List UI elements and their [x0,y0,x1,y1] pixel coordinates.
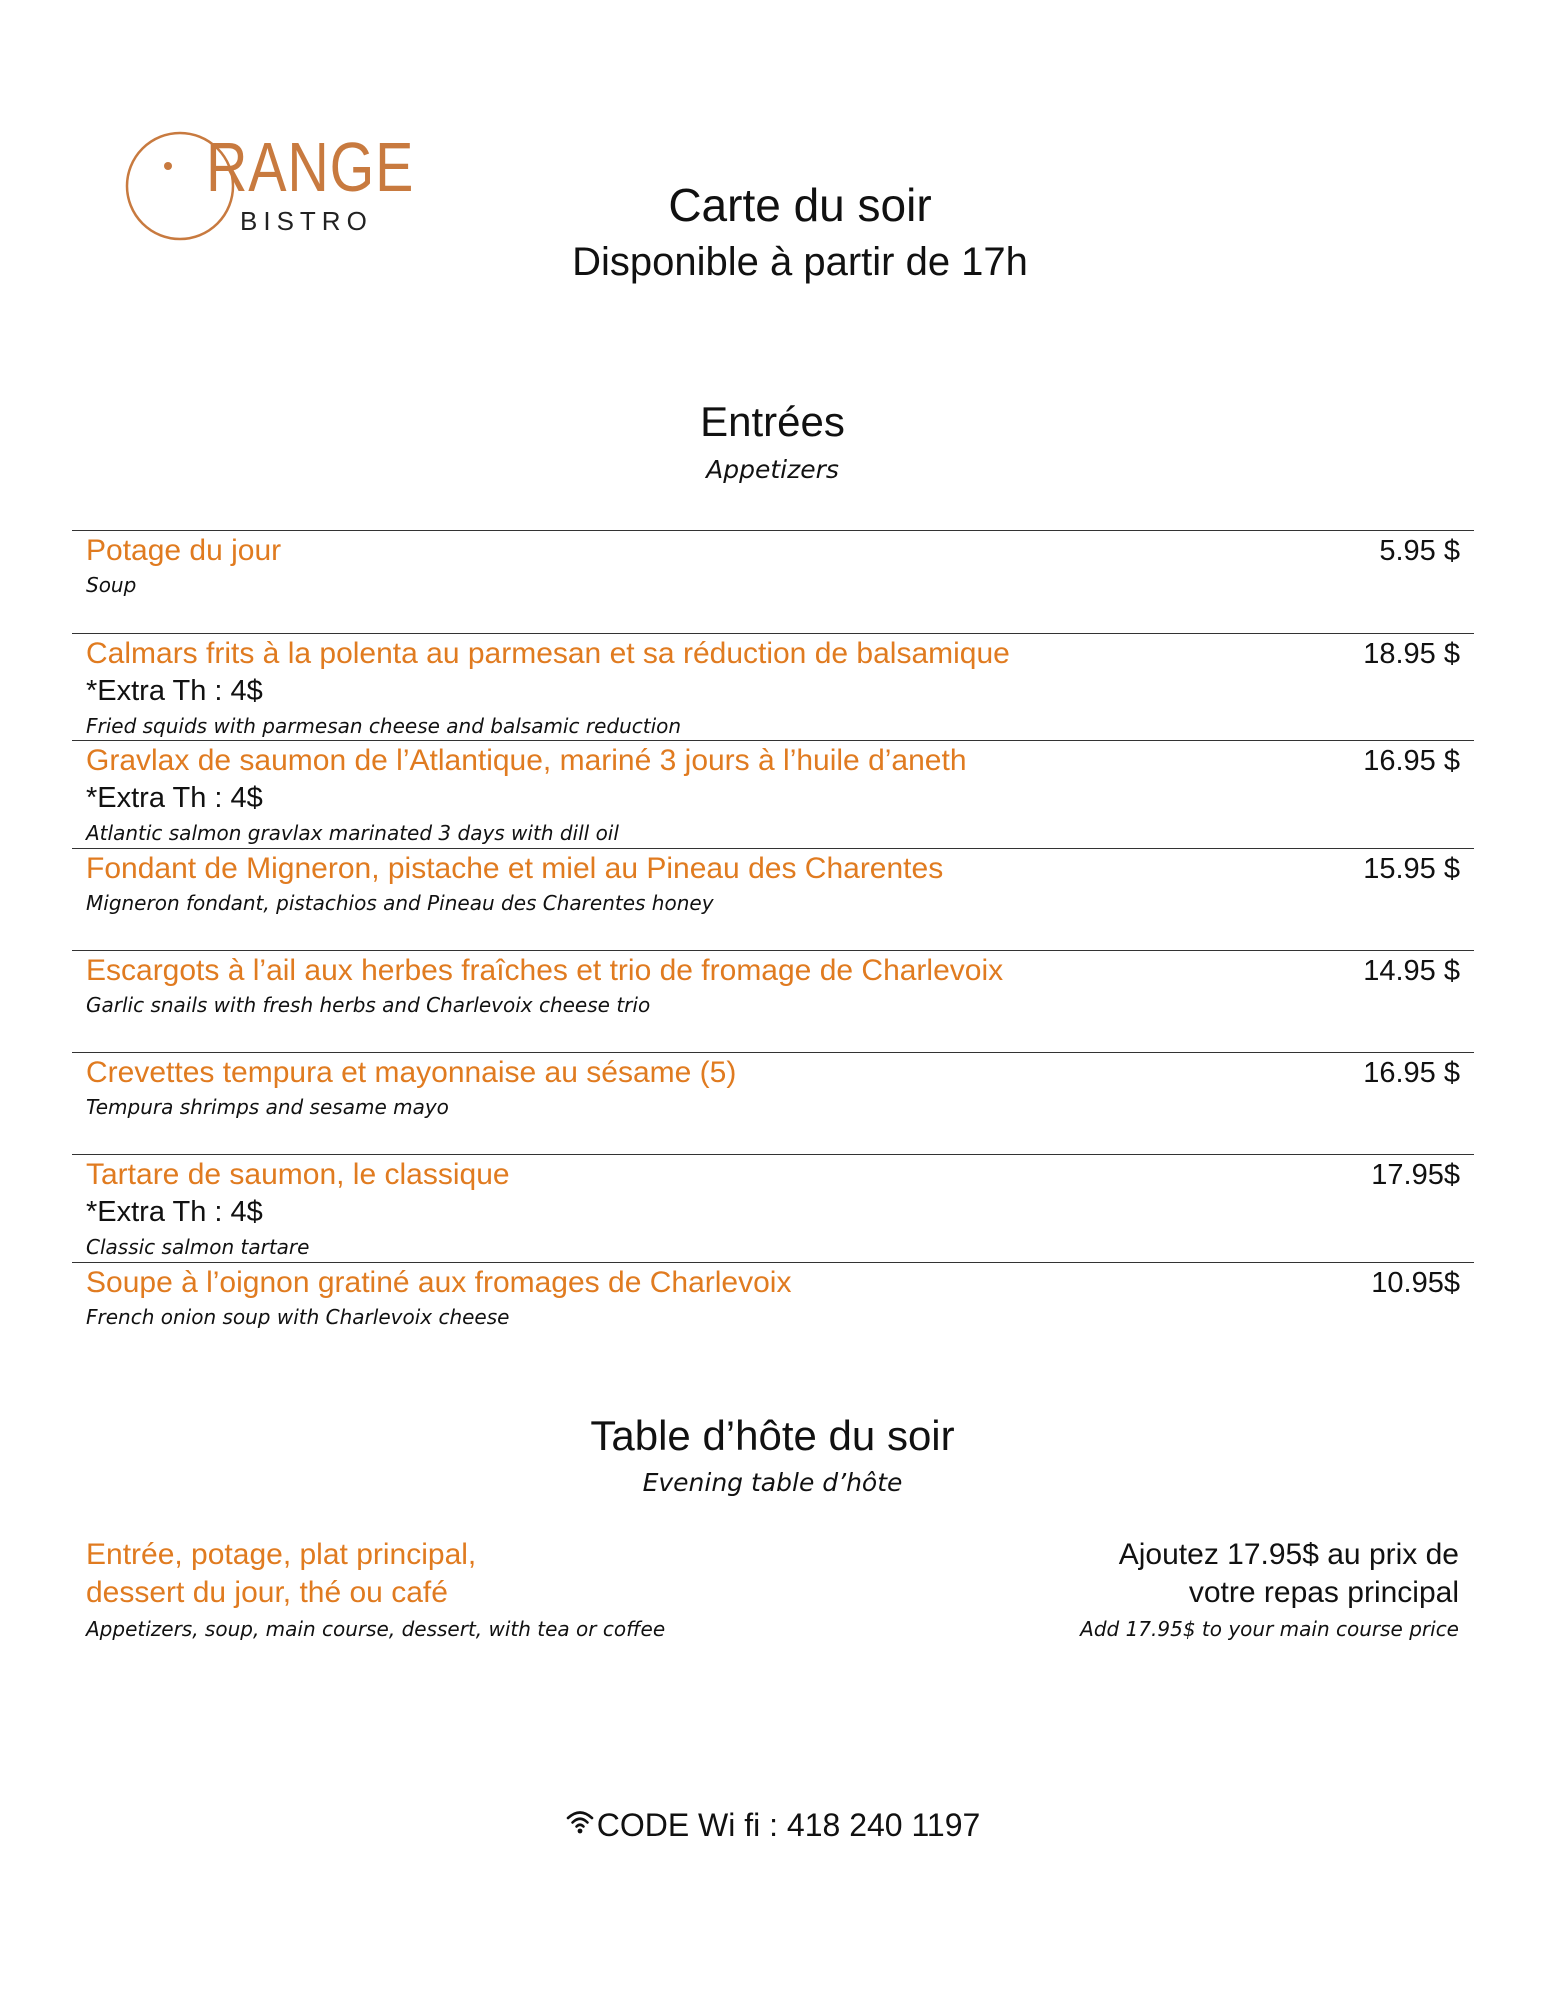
page-title: Carte du soir [668,179,932,231]
item-english: Fried squids with parmesan cheese and balsamic reduction [86,714,682,738]
menu-item [86,636,1460,742]
item-price: 10.95$ [1371,1267,1460,1299]
menu-item [86,743,1460,849]
item-price: 16.95 $ [1363,1057,1460,1089]
divider [72,1154,1474,1155]
item-price: 18.95 $ [1363,638,1460,670]
entrees-subtitle: Appetizers [706,455,839,484]
entrees-title: Entrées [700,398,845,445]
item-name: Soupe à l’oignon gratiné aux fromages de Charlevoix [86,1266,792,1299]
wifi-code [0,1807,1545,1845]
item-english: Migneron fondant, pistachios and Pineau des Charentes honey [86,891,714,915]
logo [122,126,422,246]
divider [72,1052,1474,1053]
wifi-icon [565,1807,595,1845]
item-english: Soup [86,573,137,597]
divider [72,530,1474,531]
item-english: Atlantic salmon gravlax marinated 3 days with dill oil [86,821,619,845]
table-hote-line1: Entrée, potage, plat principal, [86,1538,477,1571]
item-price: 16.95 $ [1363,745,1460,777]
table-hote-pricing [1080,1536,1459,1646]
item-name: Tartare de saumon, le classique [86,1158,510,1191]
table-hote-line2: dessert du jour, thé ou café [86,1576,448,1609]
item-extra: *Extra Th : 4$ [86,675,263,707]
item-price: 5.95 $ [1379,535,1460,567]
menu-item [86,851,1460,919]
item-name: Escargots à l’ail aux herbes fraîches et trio de fromage de Charlevoix [86,954,1004,987]
divider [72,633,1474,634]
item-price: 15.95 $ [1363,853,1460,885]
item-extra: *Extra Th : 4$ [86,1196,263,1228]
table-hote-description [86,1536,665,1646]
table-hote-price-line2: votre repas principal [1188,1576,1459,1609]
wifi-text: CODE Wi fi : 418 240 1197 [596,1807,981,1843]
item-english: Garlic snails with fresh herbs and Charlevoix cheese trio [86,993,651,1017]
menu-item [86,953,1460,1021]
menu-item [86,1055,1460,1123]
table-hote-price-english: Add 17.95$ to your main course price [1080,1617,1459,1641]
item-name: Calmars frits à la polenta au parmesan et sa réduction de balsamique [86,637,1010,670]
item-name: Crevettes tempura et mayonnaise au sésame (5) [86,1056,737,1089]
item-english: Tempura shrimps and sesame mayo [86,1095,449,1119]
item-price: 14.95 $ [1363,955,1460,987]
menu-item [86,533,1460,601]
table-hote-price-line1: Ajoutez 17.95$ au prix de [1118,1538,1459,1571]
item-name: Fondant de Migneron, pistache et miel au Pineau des Charentes [86,852,944,885]
divider [72,950,1474,951]
logo-wordmark: RANGE [206,128,415,206]
page-subtitle: Disponible à partir de 17h [572,240,1028,284]
item-english: Classic salmon tartare [86,1235,310,1259]
menu-item [86,1265,1460,1333]
item-name: Potage du jour [86,534,282,567]
table-hote-title: Table d’hôte du soir [590,1412,955,1459]
logo-subtitle: BISTRO [240,206,373,236]
item-name: Gravlax de saumon de l’Atlantique, mariné 3 jours à l’huile d’aneth [86,744,967,777]
table-hote-english: Appetizers, soup, main course, dessert, with tea or coffee [86,1617,666,1641]
menu-item [86,1157,1460,1263]
item-price: 17.95$ [1371,1159,1460,1191]
item-english: French onion soup with Charlevoix cheese [86,1305,510,1329]
table-hote-subtitle: Evening table d’hôte [642,1468,903,1497]
item-extra: *Extra Th : 4$ [86,782,263,814]
